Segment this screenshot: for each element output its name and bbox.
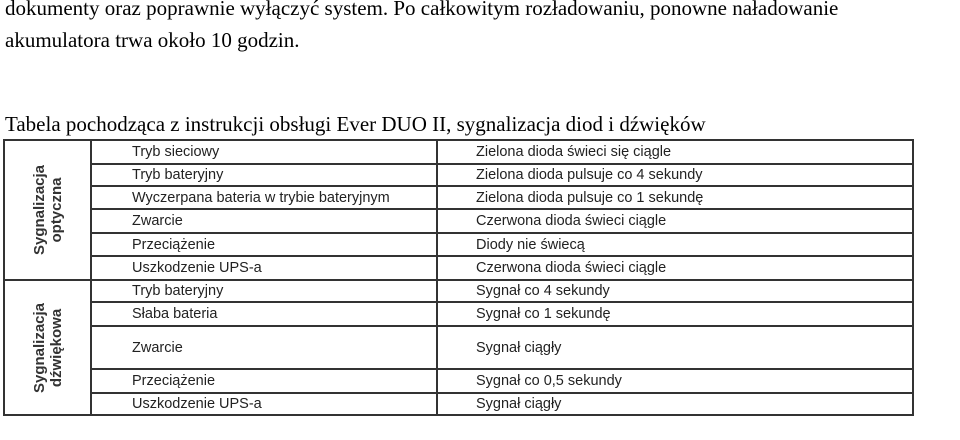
state-cell: Słaba bateria	[91, 302, 437, 326]
group-label-cell	[4, 280, 91, 415]
state-cell: Tryb bateryjny	[91, 164, 437, 186]
state-cell: Wyczerpana bateria w trybie bateryjnym	[91, 186, 437, 209]
state-cell: Uszkodzenie UPS-a	[91, 393, 437, 415]
signal-cell: Sygnał co 4 sekundy	[437, 280, 913, 302]
signal-cell: Zielona dioda pulsuje co 4 sekundy	[437, 164, 913, 186]
signal-cell: Zielona dioda świeci się ciągle	[437, 140, 913, 164]
table-row	[4, 209, 913, 233]
group-label-line: dźwiękowa	[47, 308, 65, 387]
state-cell: Tryb sieciowy	[91, 140, 437, 164]
table-row	[4, 256, 913, 280]
signal-cell: Zielona dioda pulsuje co 1 sekundę	[437, 186, 913, 209]
group-label-line: Sygnalizacja	[30, 164, 48, 256]
signal-cell: Diody nie świecą	[437, 233, 913, 256]
group-label	[31, 165, 65, 255]
table-row	[4, 326, 913, 369]
state-cell: Tryb bateryjny	[91, 280, 437, 302]
signal-cell: Sygnał ciągły	[437, 326, 913, 369]
signal-cell: Sygnał co 0,5 sekundy	[437, 369, 913, 393]
group-label	[31, 302, 65, 392]
state-cell: Zwarcie	[91, 326, 437, 369]
state-cell: Przeciążenie	[91, 369, 437, 393]
paragraph-line: akumulatora trwa około 10 godzin.	[5, 28, 300, 52]
table-row	[4, 393, 913, 415]
table-row	[4, 302, 913, 326]
state-cell: Zwarcie	[91, 209, 437, 233]
table-row	[4, 140, 913, 164]
table-row	[4, 186, 913, 209]
group-label-line: optyczna	[47, 177, 65, 243]
signal-cell: Czerwona dioda świeci ciągle	[437, 209, 913, 233]
signal-cell: Czerwona dioda świeci ciągle	[437, 256, 913, 280]
signal-table	[3, 139, 914, 416]
table-row	[4, 164, 913, 186]
signal-cell: Sygnał ciągły	[437, 393, 913, 415]
state-cell: Uszkodzenie UPS-a	[91, 256, 437, 280]
paragraph-line: dokumenty oraz poprawnie wyłączyć system. Po całkowitym rozładowaniu, ponowne naładowanie	[5, 0, 839, 20]
table-caption: Tabela pochodząca z instrukcji obsługi Ever DUO II, sygnalizacja diod i dźwięków	[5, 112, 706, 136]
table-row	[4, 369, 913, 393]
table-row	[4, 233, 913, 256]
state-cell: Przeciążenie	[91, 233, 437, 256]
group-label-cell	[4, 140, 91, 280]
table-row	[4, 280, 913, 302]
group-label-line: Sygnalizacja	[30, 302, 48, 393]
signal-cell: Sygnał co 1 sekundę	[437, 302, 913, 326]
